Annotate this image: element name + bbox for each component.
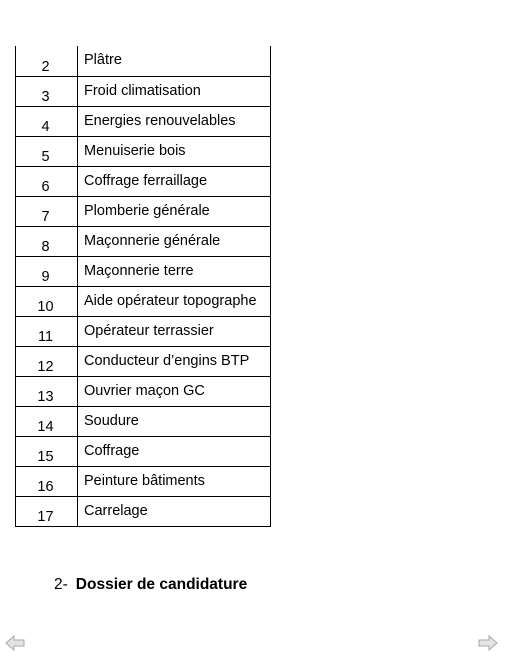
trades-table	[15, 46, 271, 527]
row-label: Coffrage ferraillage	[78, 166, 271, 196]
row-number: 15	[16, 436, 78, 466]
previous-page-button[interactable]	[5, 634, 25, 652]
row-label: Froid climatisation	[78, 76, 271, 106]
table-row	[16, 196, 271, 226]
row-number: 8	[16, 226, 78, 256]
row-number: 3	[16, 76, 78, 106]
table-row	[16, 316, 271, 346]
row-label: Plâtre	[78, 46, 271, 76]
row-label: Coffrage	[78, 436, 271, 466]
table-row	[16, 106, 271, 136]
row-number: 12	[16, 346, 78, 376]
row-number: 16	[16, 466, 78, 496]
row-number: 5	[16, 136, 78, 166]
section-heading	[54, 576, 247, 594]
table-row	[16, 346, 271, 376]
table-row	[16, 436, 271, 466]
row-number: 2	[16, 46, 78, 76]
section-number: 2-	[54, 576, 68, 593]
row-number: 17	[16, 496, 78, 526]
row-label: Carrelage	[78, 496, 271, 526]
row-label: Ouvrier maçon GC	[78, 376, 271, 406]
row-label: Plomberie générale	[78, 196, 271, 226]
row-number: 4	[16, 106, 78, 136]
row-number: 9	[16, 256, 78, 286]
row-number: 7	[16, 196, 78, 226]
table-row	[16, 496, 271, 526]
table-row	[16, 256, 271, 286]
table-row	[16, 376, 271, 406]
row-label: Energies renouvelables	[78, 106, 271, 136]
row-number: 13	[16, 376, 78, 406]
table-row	[16, 286, 271, 316]
table-row	[16, 226, 271, 256]
row-label: Soudure	[78, 406, 271, 436]
row-label: Opérateur terrassier	[78, 316, 271, 346]
row-label: Menuiserie bois	[78, 136, 271, 166]
row-label: Peinture bâtiments	[78, 466, 271, 496]
row-number: 14	[16, 406, 78, 436]
row-label: Aide opérateur topographe	[78, 286, 271, 316]
table-row	[16, 166, 271, 196]
next-page-button[interactable]	[478, 634, 498, 652]
section-title: Dossier de candidature	[75, 576, 248, 593]
arrow-left-icon	[5, 634, 25, 652]
row-label: Conducteur d’engins BTP	[78, 346, 271, 376]
table-row	[16, 136, 271, 166]
table-row	[16, 406, 271, 436]
arrow-right-icon	[478, 634, 498, 652]
row-label: Maçonnerie générale	[78, 226, 271, 256]
row-number: 10	[16, 286, 78, 316]
trades-table-body	[16, 46, 271, 526]
row-label: Maçonnerie terre	[78, 256, 271, 286]
table-row	[16, 466, 271, 496]
row-number: 6	[16, 166, 78, 196]
table-row	[16, 46, 271, 76]
row-number: 11	[16, 316, 78, 346]
table-row	[16, 76, 271, 106]
